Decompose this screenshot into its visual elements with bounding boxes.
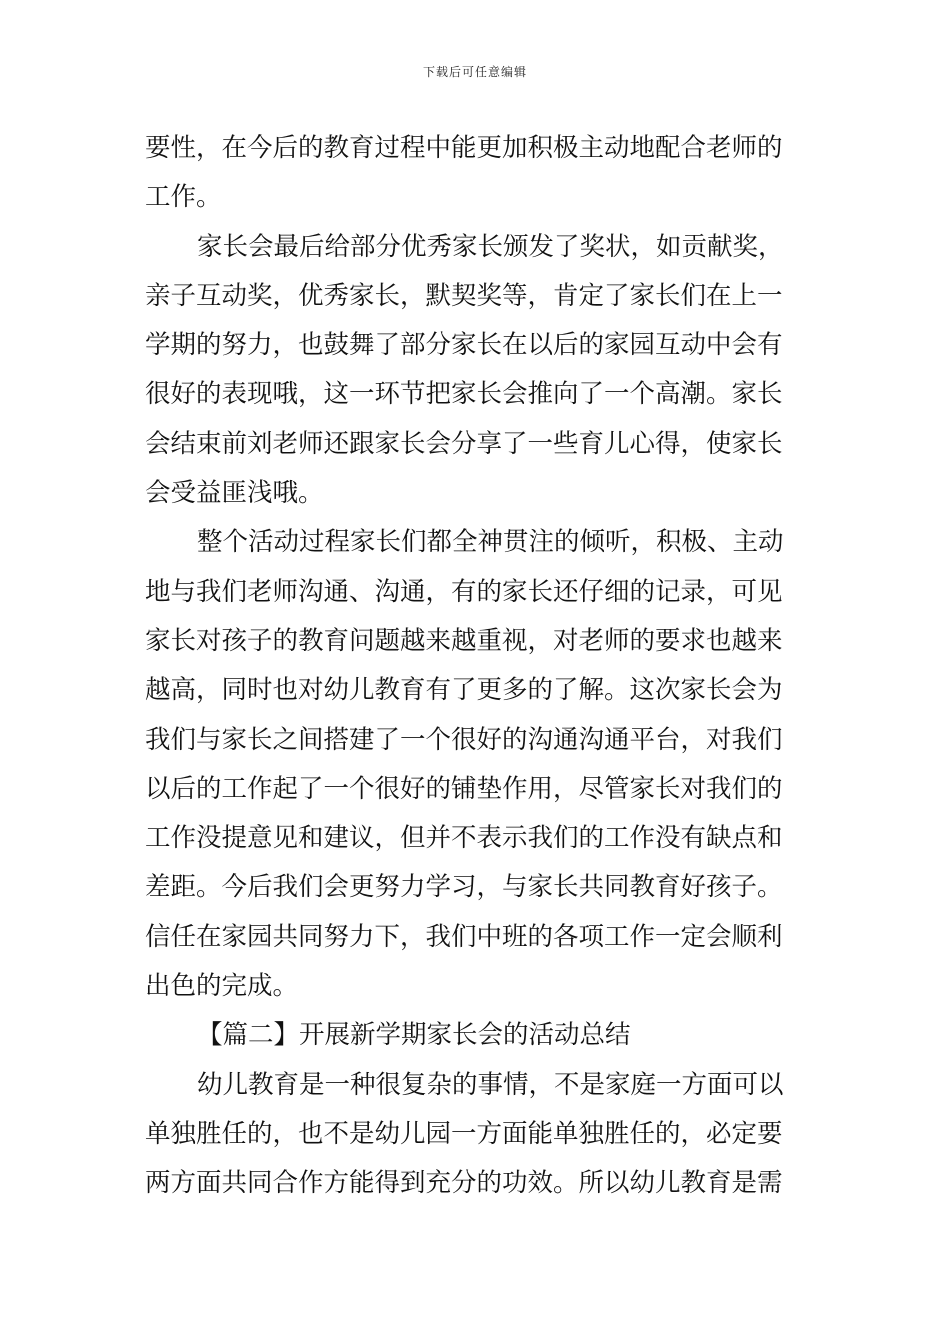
text-line: 地与我们老师沟通、沟通，有的家长还仔细的记录，可见 xyxy=(145,576,783,607)
text-line: 亲子互动奖，优秀家长，默契奖等，肯定了家长们在上一 xyxy=(145,280,783,311)
document-body xyxy=(145,124,805,1209)
text-line: 会受益匪浅哦。 xyxy=(145,478,324,509)
text-line: 差距。今后我们会更努力学习，与家长共同教育好孩子。 xyxy=(145,872,783,903)
text-line: 工作没提意见和建议，但并不表示我们的工作没有缺点和 xyxy=(145,823,783,854)
page-header: 下载后可任意编辑 xyxy=(422,65,527,79)
text-line: 出色的完成。 xyxy=(145,971,299,1002)
section-heading: 【篇二】开展新学期家长会的活动总结 xyxy=(197,1020,631,1051)
paragraph-start-line: 幼儿教育是一种很复杂的事情，不是家庭一方面可以 xyxy=(197,1069,784,1100)
text-line: 很好的表现哦，这一环节把家长会推向了一个高潮。家长 xyxy=(145,379,783,410)
text-line: 学期的努力，也鼓舞了部分家长在以后的家园互动中会有 xyxy=(145,330,783,361)
text-line: 两方面共同合作方能得到充分的功效。所以幼儿教育是需 xyxy=(145,1168,783,1199)
text-line: 工作。 xyxy=(145,182,222,213)
text-line: 家长对孩子的教育问题越来越重视，对老师的要求也越来 xyxy=(145,625,783,656)
text-line: 单独胜任的，也不是幼儿园一方面能单独胜任的，必定要 xyxy=(145,1118,783,1149)
text-line: 信任在家园共同努力下，我们中班的各项工作一定会顺利 xyxy=(145,921,783,952)
text-line: 以后的工作起了一个很好的铺垫作用，尽管家长对我们的 xyxy=(145,773,783,804)
text-line: 我们与家长之间搭建了一个很好的沟通沟通平台，对我们 xyxy=(145,724,783,755)
text-line: 越高，同时也对幼儿教育有了更多的了解。这次家长会为 xyxy=(145,675,783,706)
text-line: 会结束前刘老师还跟家长会分享了一些育儿心得，使家长 xyxy=(145,428,783,459)
paragraph-start-line: 家长会最后给部分优秀家长颁发了奖状，如贡献奖， xyxy=(197,231,784,262)
text-line: 要性，在今后的教育过程中能更加积极主动地配合老师的 xyxy=(145,133,783,163)
paragraph-start-line: 整个活动过程家长们都全神贯注的倾听，积极、主动 xyxy=(197,527,784,558)
